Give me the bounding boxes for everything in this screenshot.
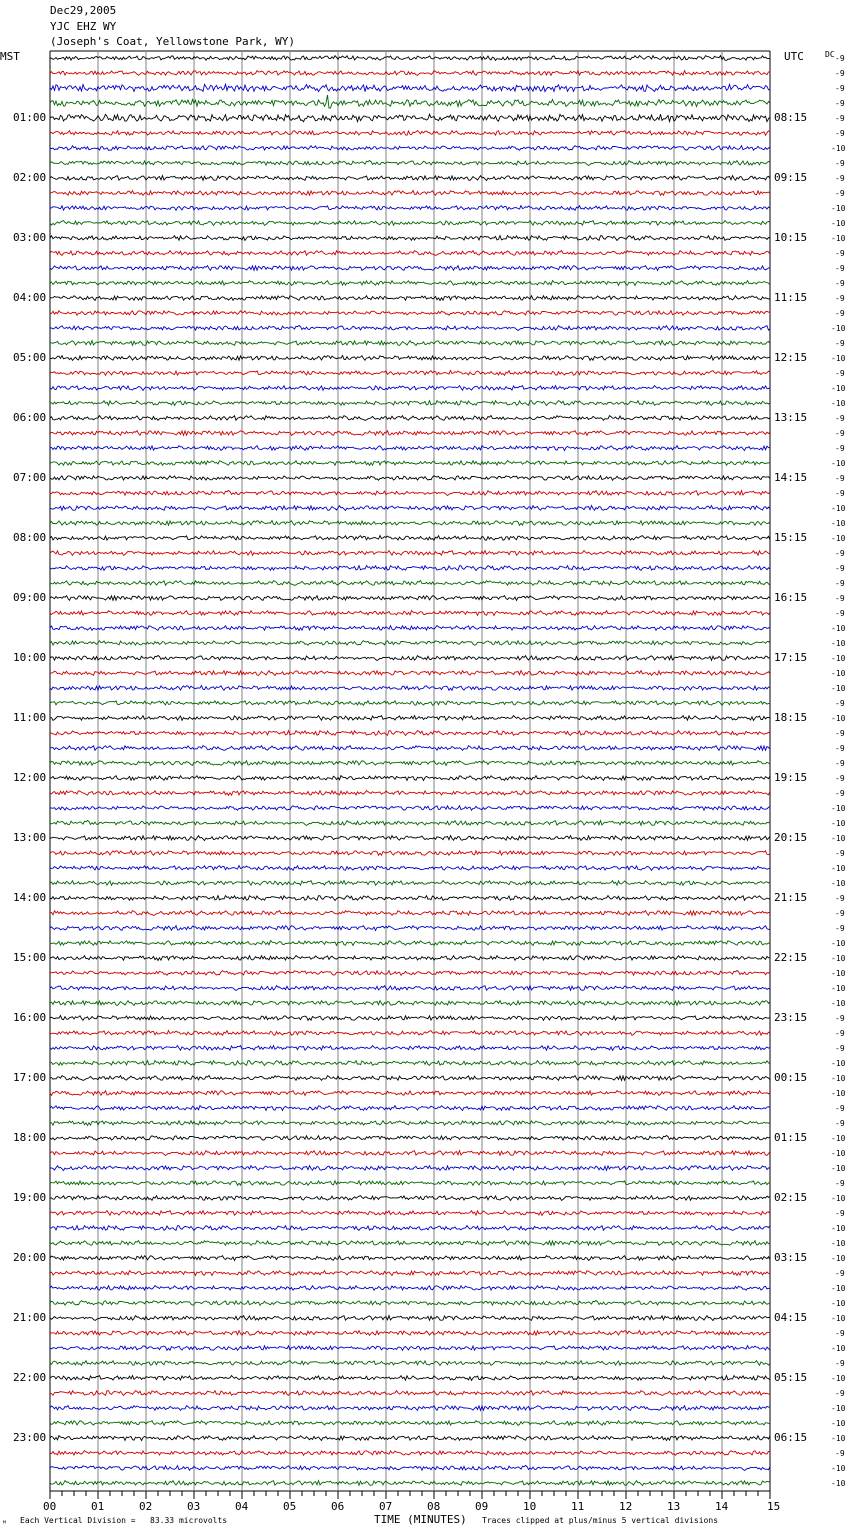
left-time-label: 07:00 bbox=[13, 471, 47, 484]
row-offset-label: -9 bbox=[835, 1329, 845, 1338]
left-time-label: 12:00 bbox=[13, 771, 47, 784]
trace-row bbox=[50, 1226, 770, 1231]
trace-row bbox=[50, 536, 770, 541]
row-offset-label: -9 bbox=[835, 924, 845, 933]
row-offset-label: -10 bbox=[831, 1464, 846, 1473]
row-offset-label: -10 bbox=[831, 864, 846, 873]
row-offset-label: -10 bbox=[831, 519, 846, 528]
row-offset-label: -9 bbox=[835, 1044, 845, 1053]
trace-row bbox=[50, 626, 770, 631]
trace-row bbox=[50, 176, 770, 181]
right-time-label: 19:15 bbox=[774, 771, 808, 784]
row-offset-label: -10 bbox=[831, 534, 846, 543]
trace-row bbox=[50, 1076, 770, 1081]
x-axis-label: TIME (MINUTES) bbox=[374, 1513, 467, 1526]
right-time-label: 23:15 bbox=[774, 1011, 808, 1024]
trace-row bbox=[50, 761, 770, 766]
x-tick-label: 06 bbox=[331, 1500, 345, 1513]
row-offset-label: -9 bbox=[835, 894, 845, 903]
trace-row bbox=[50, 701, 770, 706]
trace-row bbox=[50, 1316, 770, 1321]
left-time-label: 17:00 bbox=[13, 1071, 47, 1084]
row-offset-label: -9 bbox=[835, 369, 845, 378]
row-offset-label: -10 bbox=[831, 999, 846, 1008]
row-offset-label: -10 bbox=[831, 1299, 846, 1308]
row-offset-label: -9 bbox=[835, 294, 845, 303]
left-time-label: 06:00 bbox=[13, 411, 47, 424]
trace-row bbox=[50, 281, 770, 286]
trace-row bbox=[50, 671, 770, 676]
row-offset-label: -9 bbox=[835, 549, 845, 558]
trace-row bbox=[50, 1331, 770, 1336]
trace-row bbox=[50, 491, 770, 496]
trace-row bbox=[50, 56, 770, 61]
trace-row bbox=[50, 956, 770, 961]
x-tick-label: 09 bbox=[475, 1500, 489, 1513]
trace-row bbox=[50, 1436, 770, 1441]
right-time-label: 08:15 bbox=[774, 111, 808, 124]
x-tick-label: 08 bbox=[427, 1500, 441, 1513]
trace-row bbox=[50, 191, 770, 196]
trace-row bbox=[50, 84, 770, 91]
left-time-label: 05:00 bbox=[13, 351, 47, 364]
row-offset-label: -10 bbox=[831, 714, 846, 723]
row-offset-label: -9 bbox=[835, 1449, 845, 1458]
row-offset-label: -9 bbox=[835, 564, 845, 573]
row-offset-label: -9 bbox=[835, 729, 845, 738]
left-axis-title: MST bbox=[0, 50, 20, 63]
trace-row bbox=[50, 1031, 770, 1036]
row-offset-label: -10 bbox=[831, 969, 846, 978]
row-offset-label: -10 bbox=[831, 459, 846, 468]
row-offset-label: -10 bbox=[831, 669, 846, 678]
row-offset-label: -10 bbox=[831, 834, 846, 843]
row-offset-label: -9 bbox=[835, 159, 845, 168]
trace-row bbox=[50, 446, 770, 451]
x-tick-label: 03 bbox=[187, 1500, 201, 1513]
trace-row bbox=[50, 161, 770, 166]
right-time-label: 11:15 bbox=[774, 291, 808, 304]
trace-row bbox=[50, 221, 770, 226]
left-time-label: 13:00 bbox=[13, 831, 47, 844]
row-offset-label: -10 bbox=[831, 1164, 846, 1173]
trace-row bbox=[50, 1421, 770, 1426]
right-axis-title: UTC bbox=[784, 50, 804, 63]
x-tick-label: 10 bbox=[523, 1500, 537, 1513]
trace-row bbox=[50, 431, 770, 436]
row-offset-label: -9 bbox=[835, 1014, 845, 1023]
row-offset-label: -10 bbox=[831, 1059, 846, 1068]
row-offset-label: -10 bbox=[831, 1074, 846, 1083]
row-offset-label: -9 bbox=[835, 744, 845, 753]
left-time-label: 10:00 bbox=[13, 651, 47, 664]
trace-row bbox=[50, 1196, 770, 1201]
x-tick-label: 15 bbox=[767, 1500, 781, 1513]
row-offset-label: -10 bbox=[831, 1374, 846, 1383]
trace-row bbox=[50, 1241, 770, 1246]
trace-row bbox=[50, 326, 770, 331]
trace-row bbox=[50, 596, 770, 601]
trace-row bbox=[50, 461, 770, 466]
row-offset-label: -9 bbox=[835, 129, 845, 138]
row-offset-label: -10 bbox=[831, 684, 846, 693]
trace-row bbox=[50, 836, 770, 841]
row-offset-label: -9 bbox=[835, 309, 845, 318]
x-tick-label: 01 bbox=[91, 1500, 105, 1513]
trace-row bbox=[50, 371, 770, 376]
row-offset-label: -9 bbox=[835, 594, 845, 603]
trace-row bbox=[50, 131, 770, 136]
left-time-label: 03:00 bbox=[13, 231, 47, 244]
trace-row bbox=[50, 1166, 770, 1171]
trace-row bbox=[50, 1466, 770, 1471]
trace-row bbox=[50, 1061, 770, 1066]
row-offset-label: -10 bbox=[831, 654, 846, 663]
row-offset-label: -10 bbox=[831, 1419, 846, 1428]
trace-row bbox=[50, 1286, 770, 1291]
row-offset-label: -10 bbox=[831, 879, 846, 888]
trace-row bbox=[50, 791, 770, 796]
row-offset-label: -10 bbox=[831, 1089, 846, 1098]
trace-row bbox=[50, 1106, 770, 1111]
row-offset-label: -10 bbox=[831, 324, 846, 333]
right-time-label: 02:15 bbox=[774, 1191, 808, 1204]
row-offset-label: -10 bbox=[831, 939, 846, 948]
right-time-label: 22:15 bbox=[774, 951, 808, 964]
x-tick-label: 04 bbox=[235, 1500, 249, 1513]
trace-row bbox=[50, 114, 770, 122]
row-offset-label: -10 bbox=[831, 1344, 846, 1353]
row-offset-label: -9 bbox=[835, 1359, 845, 1368]
left-time-label: 23:00 bbox=[13, 1431, 47, 1444]
row-offset-label: -10 bbox=[831, 819, 846, 828]
right-time-label: 15:15 bbox=[774, 531, 808, 544]
trace-row bbox=[50, 611, 770, 616]
trace-row bbox=[50, 1046, 770, 1051]
trace-row bbox=[50, 1016, 770, 1021]
left-time-label: 01:00 bbox=[13, 111, 47, 124]
row-offset-label: -9 bbox=[835, 1209, 845, 1218]
trace-row bbox=[50, 1406, 770, 1411]
clip-note: Traces clipped at plus/minus 5 vertical divisions bbox=[482, 1516, 719, 1525]
row-offset-label: -9 bbox=[835, 1179, 845, 1188]
row-offset-label: -9 bbox=[835, 489, 845, 498]
trace-row bbox=[50, 146, 770, 151]
left-time-label: 09:00 bbox=[13, 591, 47, 604]
row-offset-label: -9 bbox=[835, 54, 845, 63]
trace-row bbox=[50, 1346, 770, 1351]
row-offset-label: -10 bbox=[831, 1224, 846, 1233]
row-offset-label: -10 bbox=[831, 504, 846, 513]
left-time-label: 11:00 bbox=[13, 711, 47, 724]
trace-row bbox=[50, 1481, 770, 1486]
row-offset-label: -9 bbox=[835, 99, 845, 108]
trace-row bbox=[50, 1151, 770, 1156]
trace-row bbox=[50, 71, 770, 76]
right-time-label: 01:15 bbox=[774, 1131, 808, 1144]
header-location: (Joseph's Coat, Yellowstone Park, WY) bbox=[50, 35, 296, 48]
dc-label: DC bbox=[825, 50, 835, 59]
trace-row bbox=[50, 1211, 770, 1216]
trace-row bbox=[50, 581, 770, 586]
header-station: YJC EHZ WY bbox=[50, 20, 117, 33]
trace-row bbox=[50, 1121, 770, 1126]
trace-row bbox=[50, 1361, 770, 1366]
trace-row bbox=[50, 236, 770, 241]
trace-row bbox=[50, 866, 770, 871]
left-time-label: 19:00 bbox=[13, 1191, 47, 1204]
row-offset-label: -9 bbox=[835, 849, 845, 858]
left-time-label: 14:00 bbox=[13, 891, 47, 904]
trace-row bbox=[50, 716, 770, 721]
x-tick-label: 07 bbox=[379, 1500, 393, 1513]
right-time-label: 04:15 bbox=[774, 1311, 808, 1324]
trace-row bbox=[50, 926, 770, 931]
trace-row bbox=[50, 266, 770, 271]
right-time-label: 10:15 bbox=[774, 231, 808, 244]
trace-row bbox=[50, 521, 770, 526]
trace-row bbox=[50, 206, 770, 211]
seismic-traces bbox=[50, 56, 770, 1486]
row-offset-label: -9 bbox=[835, 339, 845, 348]
trace-row bbox=[50, 401, 770, 406]
trace-row bbox=[50, 386, 770, 391]
row-offset-label: -9 bbox=[835, 69, 845, 78]
right-time-label: 12:15 bbox=[774, 351, 808, 364]
trace-row bbox=[50, 971, 770, 976]
left-time-label: 20:00 bbox=[13, 1251, 47, 1264]
right-time-label: 17:15 bbox=[774, 651, 808, 664]
trace-row bbox=[50, 1091, 770, 1096]
row-offset-label: -10 bbox=[831, 1254, 846, 1263]
x-tick-label: 12 bbox=[619, 1500, 633, 1513]
row-offset-label: -9 bbox=[835, 759, 845, 768]
left-time-label: 18:00 bbox=[13, 1131, 47, 1144]
trace-row bbox=[50, 911, 770, 916]
left-time-label: 08:00 bbox=[13, 531, 47, 544]
trace-row bbox=[50, 1376, 770, 1381]
right-time-label: 03:15 bbox=[774, 1251, 808, 1264]
left-time-label: 16:00 bbox=[13, 1011, 47, 1024]
trace-row bbox=[50, 1256, 770, 1261]
trace-row bbox=[50, 296, 770, 301]
trace-row bbox=[50, 821, 770, 826]
right-time-label: 09:15 bbox=[774, 171, 808, 184]
row-offset-label: -10 bbox=[831, 1479, 846, 1488]
row-offset-label: -10 bbox=[831, 219, 846, 228]
corner-mark: ᴹ bbox=[2, 1519, 7, 1528]
row-offset-label: -10 bbox=[831, 204, 846, 213]
right-time-label: 00:15 bbox=[774, 1071, 808, 1084]
trace-row bbox=[50, 641, 770, 646]
trace-row bbox=[50, 1391, 770, 1396]
row-offset-label: -10 bbox=[831, 624, 846, 633]
trace-row bbox=[50, 1271, 770, 1276]
row-offset-label: -10 bbox=[831, 1134, 846, 1143]
row-offset-label: -9 bbox=[835, 249, 845, 258]
x-tick-label: 00 bbox=[43, 1500, 57, 1513]
x-tick-label: 11 bbox=[571, 1500, 585, 1513]
trace-row bbox=[50, 566, 770, 571]
trace-row bbox=[50, 311, 770, 316]
right-time-label: 16:15 bbox=[774, 591, 808, 604]
row-offset-label: -9 bbox=[835, 1269, 845, 1278]
row-offset-label: -9 bbox=[835, 699, 845, 708]
trace-row bbox=[50, 776, 770, 781]
row-offset-label: -9 bbox=[835, 189, 845, 198]
trace-row bbox=[50, 746, 770, 751]
trace-row bbox=[50, 806, 770, 811]
left-time-label: 02:00 bbox=[13, 171, 47, 184]
right-time-label: 06:15 bbox=[774, 1431, 808, 1444]
trace-row bbox=[50, 251, 770, 256]
row-offset-label: -10 bbox=[831, 1404, 846, 1413]
row-offset-label: -10 bbox=[831, 354, 846, 363]
row-offset-label: -10 bbox=[831, 804, 846, 813]
row-offset-label: -9 bbox=[835, 774, 845, 783]
row-offset-label: -9 bbox=[835, 609, 845, 618]
trace-row bbox=[50, 1451, 770, 1456]
row-offset-label: -10 bbox=[831, 1284, 846, 1293]
row-offset-label: -10 bbox=[831, 234, 846, 243]
trace-row bbox=[50, 356, 770, 361]
row-offset-label: -9 bbox=[835, 1389, 845, 1398]
row-offset-label: -9 bbox=[835, 264, 845, 273]
left-time-label: 22:00 bbox=[13, 1371, 47, 1384]
scale-note: Each Vertical Division = 83.33 microvolts bbox=[20, 1516, 228, 1525]
trace-row bbox=[50, 551, 770, 556]
row-offset-label: -10 bbox=[831, 399, 846, 408]
row-offset-label: -9 bbox=[835, 1029, 845, 1038]
row-offset-label: -9 bbox=[835, 279, 845, 288]
row-offset-label: -10 bbox=[831, 954, 846, 963]
right-time-label: 18:15 bbox=[774, 711, 808, 724]
trace-row bbox=[50, 941, 770, 946]
row-offset-label: -10 bbox=[831, 639, 846, 648]
trace-row bbox=[50, 851, 770, 856]
x-tick-label: 02 bbox=[139, 1500, 153, 1513]
left-time-label: 04:00 bbox=[13, 291, 47, 304]
x-tick-label: 13 bbox=[667, 1500, 681, 1513]
row-offset-label: -9 bbox=[835, 444, 845, 453]
trace-row bbox=[50, 686, 770, 691]
trace-row bbox=[50, 1001, 770, 1006]
trace-row bbox=[50, 476, 770, 481]
trace-row bbox=[50, 731, 770, 736]
left-time-label: 15:00 bbox=[13, 951, 47, 964]
row-offset-label: -9 bbox=[835, 909, 845, 918]
row-offset-label: -9 bbox=[835, 789, 845, 798]
right-time-label: 13:15 bbox=[774, 411, 808, 424]
trace-row bbox=[50, 1181, 770, 1186]
row-offset-label: -9 bbox=[835, 84, 845, 93]
row-offset-label: -10 bbox=[831, 1239, 846, 1248]
left-time-label: 21:00 bbox=[13, 1311, 47, 1324]
row-offset-label: -10 bbox=[831, 1149, 846, 1158]
row-offset-label: -9 bbox=[835, 114, 845, 123]
row-offset-label: -10 bbox=[831, 1194, 846, 1203]
row-offset-label: -9 bbox=[835, 579, 845, 588]
row-offset-label: -10 bbox=[831, 984, 846, 993]
row-offset-label: -10 bbox=[831, 1434, 846, 1443]
trace-row bbox=[50, 95, 770, 108]
trace-row bbox=[50, 416, 770, 421]
right-time-label: 21:15 bbox=[774, 891, 808, 904]
row-offset-label: -10 bbox=[831, 144, 846, 153]
x-axis bbox=[50, 1491, 770, 1499]
trace-row bbox=[50, 881, 770, 886]
right-time-label: 05:15 bbox=[774, 1371, 808, 1384]
right-time-label: 14:15 bbox=[774, 471, 808, 484]
x-tick-label: 05 bbox=[283, 1500, 297, 1513]
row-offset-label: -9 bbox=[835, 1104, 845, 1113]
trace-row bbox=[50, 506, 770, 511]
trace-row bbox=[50, 896, 770, 901]
row-offset-label: -9 bbox=[835, 414, 845, 423]
header-date: Dec29,2005 bbox=[50, 4, 117, 17]
trace-row bbox=[50, 341, 770, 346]
trace-row bbox=[50, 1136, 770, 1141]
row-offset-label: -9 bbox=[835, 429, 845, 438]
row-offset-label: -9 bbox=[835, 1119, 845, 1128]
x-tick-label: 14 bbox=[715, 1500, 729, 1513]
trace-row bbox=[50, 1301, 770, 1306]
trace-row bbox=[50, 986, 770, 991]
row-offset-label: -10 bbox=[831, 1314, 846, 1323]
trace-row bbox=[50, 656, 770, 661]
right-time-label: 20:15 bbox=[774, 831, 808, 844]
row-offset-label: -9 bbox=[835, 474, 845, 483]
row-offset-label: -10 bbox=[831, 384, 846, 393]
row-offset-label: -9 bbox=[835, 174, 845, 183]
